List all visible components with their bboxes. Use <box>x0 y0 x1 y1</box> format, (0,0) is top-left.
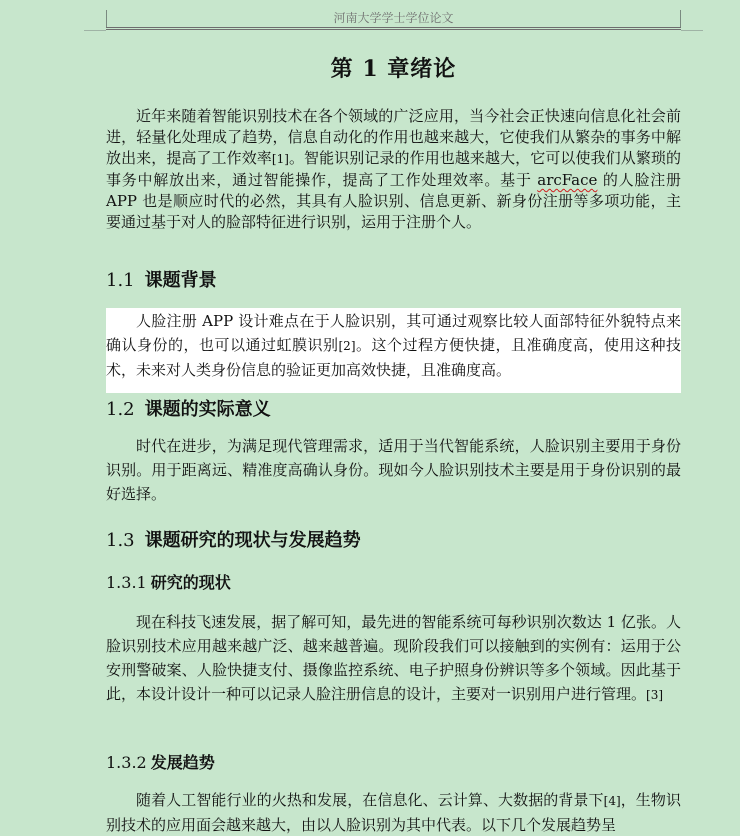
section-number: 1.3.2 <box>106 753 147 772</box>
significance-text: 时代在进步，为满足现代管理需求，适用于当代智能系统，人脸识别主要用于身份识别。用于距离远、精准度高确认身份。现如今人脸识别技术主要是用于身份识别的最好选择。 <box>106 437 681 503</box>
intro-text-b: 。智能识别记录的作用也越来越大，它可以使我们从繁琐的事务中解放出来，通过智能操作，提高了工作处理效率。基于 <box>106 149 681 189</box>
header-margin-guide-right <box>681 30 703 31</box>
background-paragraph[interactable] <box>106 309 681 382</box>
section-number: 1.2 <box>106 399 135 420</box>
trend-text-a: 随着人工智能行业的火热和发展，在信息化、云计算、大数据的背景下 <box>136 791 604 809</box>
citation-1: [1] <box>271 152 289 166</box>
section-heading-1-3 <box>106 526 361 552</box>
header-rule-top <box>106 27 681 28</box>
header-margin-guide-left <box>84 30 106 31</box>
running-header: 河南大学学士学位论文 <box>333 11 454 25</box>
section-heading-1-1 <box>106 266 217 292</box>
section-heading-1-3-1 <box>106 570 231 593</box>
spellcheck-word[interactable]: arcFace <box>537 171 598 189</box>
section-number: 1.3 <box>106 530 135 551</box>
significance-paragraph[interactable] <box>106 434 681 506</box>
intro-text-a: 近年来随着智能识别技术在各个领域的广泛应用，当今社会正快速向信息化社会前进，轻量化处理成了趋势，信息自动化的作用也越来越大，它使我们从繁杂的事务中解放出来，提高了工作效率 <box>106 107 681 167</box>
section-heading-1-3-2 <box>106 750 215 773</box>
status-paragraph[interactable] <box>106 610 681 707</box>
header-rule-bottom <box>106 29 681 30</box>
trend-paragraph[interactable] <box>106 788 681 836</box>
section-title: 研究的现状 <box>150 573 231 592</box>
intro-paragraph[interactable] <box>106 106 681 233</box>
citation-3: [3] <box>646 688 664 702</box>
background-text-a: 人脸注册 APP 设计难点在于人脸识别，其可通过观察比较人面部特征外貌特点来确认身份的，也可以通过虹膜识别 <box>106 312 681 354</box>
intro-text-c: 的人脸注册 APP 也是顺应时代的必然，其具有人脸识别、信息更新、新身份注册等多项功能，主要通过基于对人的脸部特征进行识别，运用于注册个人。 <box>106 171 681 231</box>
section-number: 1.3.1 <box>106 573 147 592</box>
chapter-title: 第 1 章绪论 <box>330 56 457 82</box>
section-heading-1-2 <box>106 395 271 421</box>
citation-4: [4] <box>603 794 621 808</box>
section-title: 课题的实际意义 <box>144 399 271 420</box>
background-text-b: 。这个过程方便快捷，且准确度高，使用这种技术，未来对人类身份信息的验证更加高效快捷，且准确度高。 <box>106 336 681 379</box>
section-title: 课题研究的现状与发展趋势 <box>144 530 361 551</box>
section-title: 发展趋势 <box>150 753 215 772</box>
status-text: 现在科技飞速发展，据了解可知，最先进的智能系统可每秒识别次数达 1 亿张。人脸识别技术应用越来越广泛、越来越普遍。现阶段我们可以接触到的实例有：运用于公安刑警破案、人脸快捷支付、摄像监控系统、电子护照身份辨识等多个领域。因此基于此，本设计设计一种可以记录人脸注册信息的设计，主要对一识别用户进行管理。 <box>106 613 681 703</box>
section-title: 课题背景 <box>144 270 217 291</box>
citation-2: [2] <box>338 339 356 353</box>
trend-text-b: ，生物识别技术的应用面会越来越大，由以人脸识别为其中代表。以下几个发展趋势呈 <box>106 791 681 834</box>
section-number: 1.1 <box>106 270 135 291</box>
